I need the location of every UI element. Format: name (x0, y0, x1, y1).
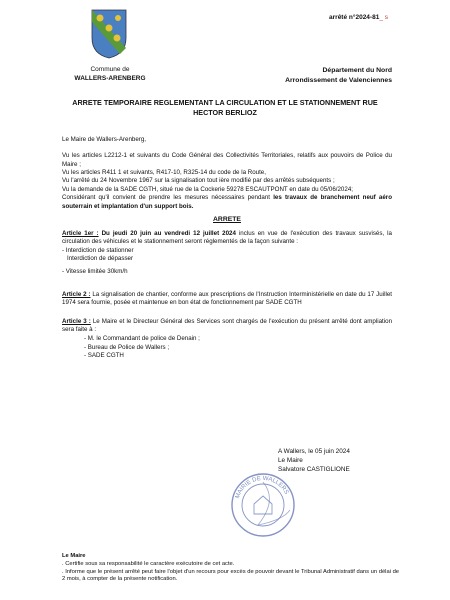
document-title: ARRETE TEMPORAIRE REGLEMENTANT LA CIRCULATION ET LE STATIONNEMENT RUE HECTOR BERLIOZ (72, 98, 378, 117)
article-1-list (62, 247, 392, 277)
mairie-stamp (228, 470, 298, 540)
vu-1: Vu les articles L2212-1 et suivants du Code Général des Collectivités Territoriales, relatifs aux pouvoirs de Police du Maire ; (62, 152, 392, 168)
signer-name: Salvatore CASTIGLIONE (278, 465, 350, 473)
arrete-number: arrêté n°2024-81_ s (329, 14, 388, 21)
commune-name: WALLERS-ARENBERG (74, 74, 146, 82)
svg-text:MAIRIE DE WALLERS: MAIRIE DE WALLERS (234, 475, 290, 500)
vu-3: Vu l'arrêté du 24 Novembre 1967 sur la signalisation tout ière modifié par des arrêtés subséquents ; (62, 177, 335, 185)
commune-block (60, 66, 160, 84)
list-item: - SADE CGTH (84, 352, 392, 360)
vu-2: Vu les articles R411 1 et suivants, R417-10, R325-14 du code de la Route, (62, 169, 266, 177)
place-date: A Wallers, le 05 juin 2024 (278, 448, 350, 455)
considerant: Considérant qu'il convient de prendre les mesures nécessaires pendant les travaux de branchement neuf aéro souterrain et implantation d'un support bois. (62, 194, 392, 210)
department-block (285, 66, 392, 86)
signer-role: Le Maire (278, 456, 303, 464)
article-3: Article 3 : Le Maire et le Directeur Général des Services sont chargés de l'exécution du présent arrêté dont ampliation sera faite à : (62, 317, 393, 333)
commune-crest-logo (90, 8, 128, 60)
list-item: - Vitesse limitée 30km/h (62, 268, 128, 276)
article-1: Article 1er : Du jeudi 20 juin au vendredi 12 juillet 2024 inclus en vue de l'exécution des travaux susvisés, la circulation des véhicules et le stationnement seront réglementés de la façon suivante : (62, 230, 392, 246)
vu-4: Vu la demande de la SADE CGTH, situé rue de la Cockerie 59278 ESCAUTPONT en date du 05/06/2024; (62, 185, 353, 193)
document-body (62, 136, 392, 360)
mayor-intro: Le Maire de Wallers-Arenberg, (62, 136, 147, 143)
article-2: Article 2 : La signalisation de chantier, conforme aux prescriptions de l'Instruction Interministérielle en date du 17 Juillet 1974 sera fournie, posée et maintenue en bon état de fonctionnement par SADE CGTH (62, 290, 392, 307)
department: Département du Nord (322, 67, 392, 74)
footer-line-1: . Certifie sous sa responsabilité le caractère exécutoire de cet acte. (62, 560, 235, 567)
list-item: - Bureau de Police de Wallers ; (84, 344, 392, 352)
footer-notice (62, 553, 402, 584)
commune-of: Commune de (90, 66, 130, 73)
footer-line-2: . Informe que le présent arrêté peut faire l'objet d'un recours pour excès de pouvoir devant le Tribunal Administratif dans un délai de 2 mois, à compter de la présente notification. (62, 568, 400, 583)
list-item: - M. le Commandant de police de Denain ; (84, 335, 392, 343)
list-item: Interdiction de dépasser (67, 255, 134, 263)
arrete-heading: ARRETE (213, 215, 241, 223)
article-3-list (62, 335, 392, 360)
list-item: - Interdiction de stationner (62, 246, 134, 254)
footer-heading: Le Maire (62, 553, 86, 559)
arrondissement: Arrondissement de Valenciennes (285, 76, 392, 84)
